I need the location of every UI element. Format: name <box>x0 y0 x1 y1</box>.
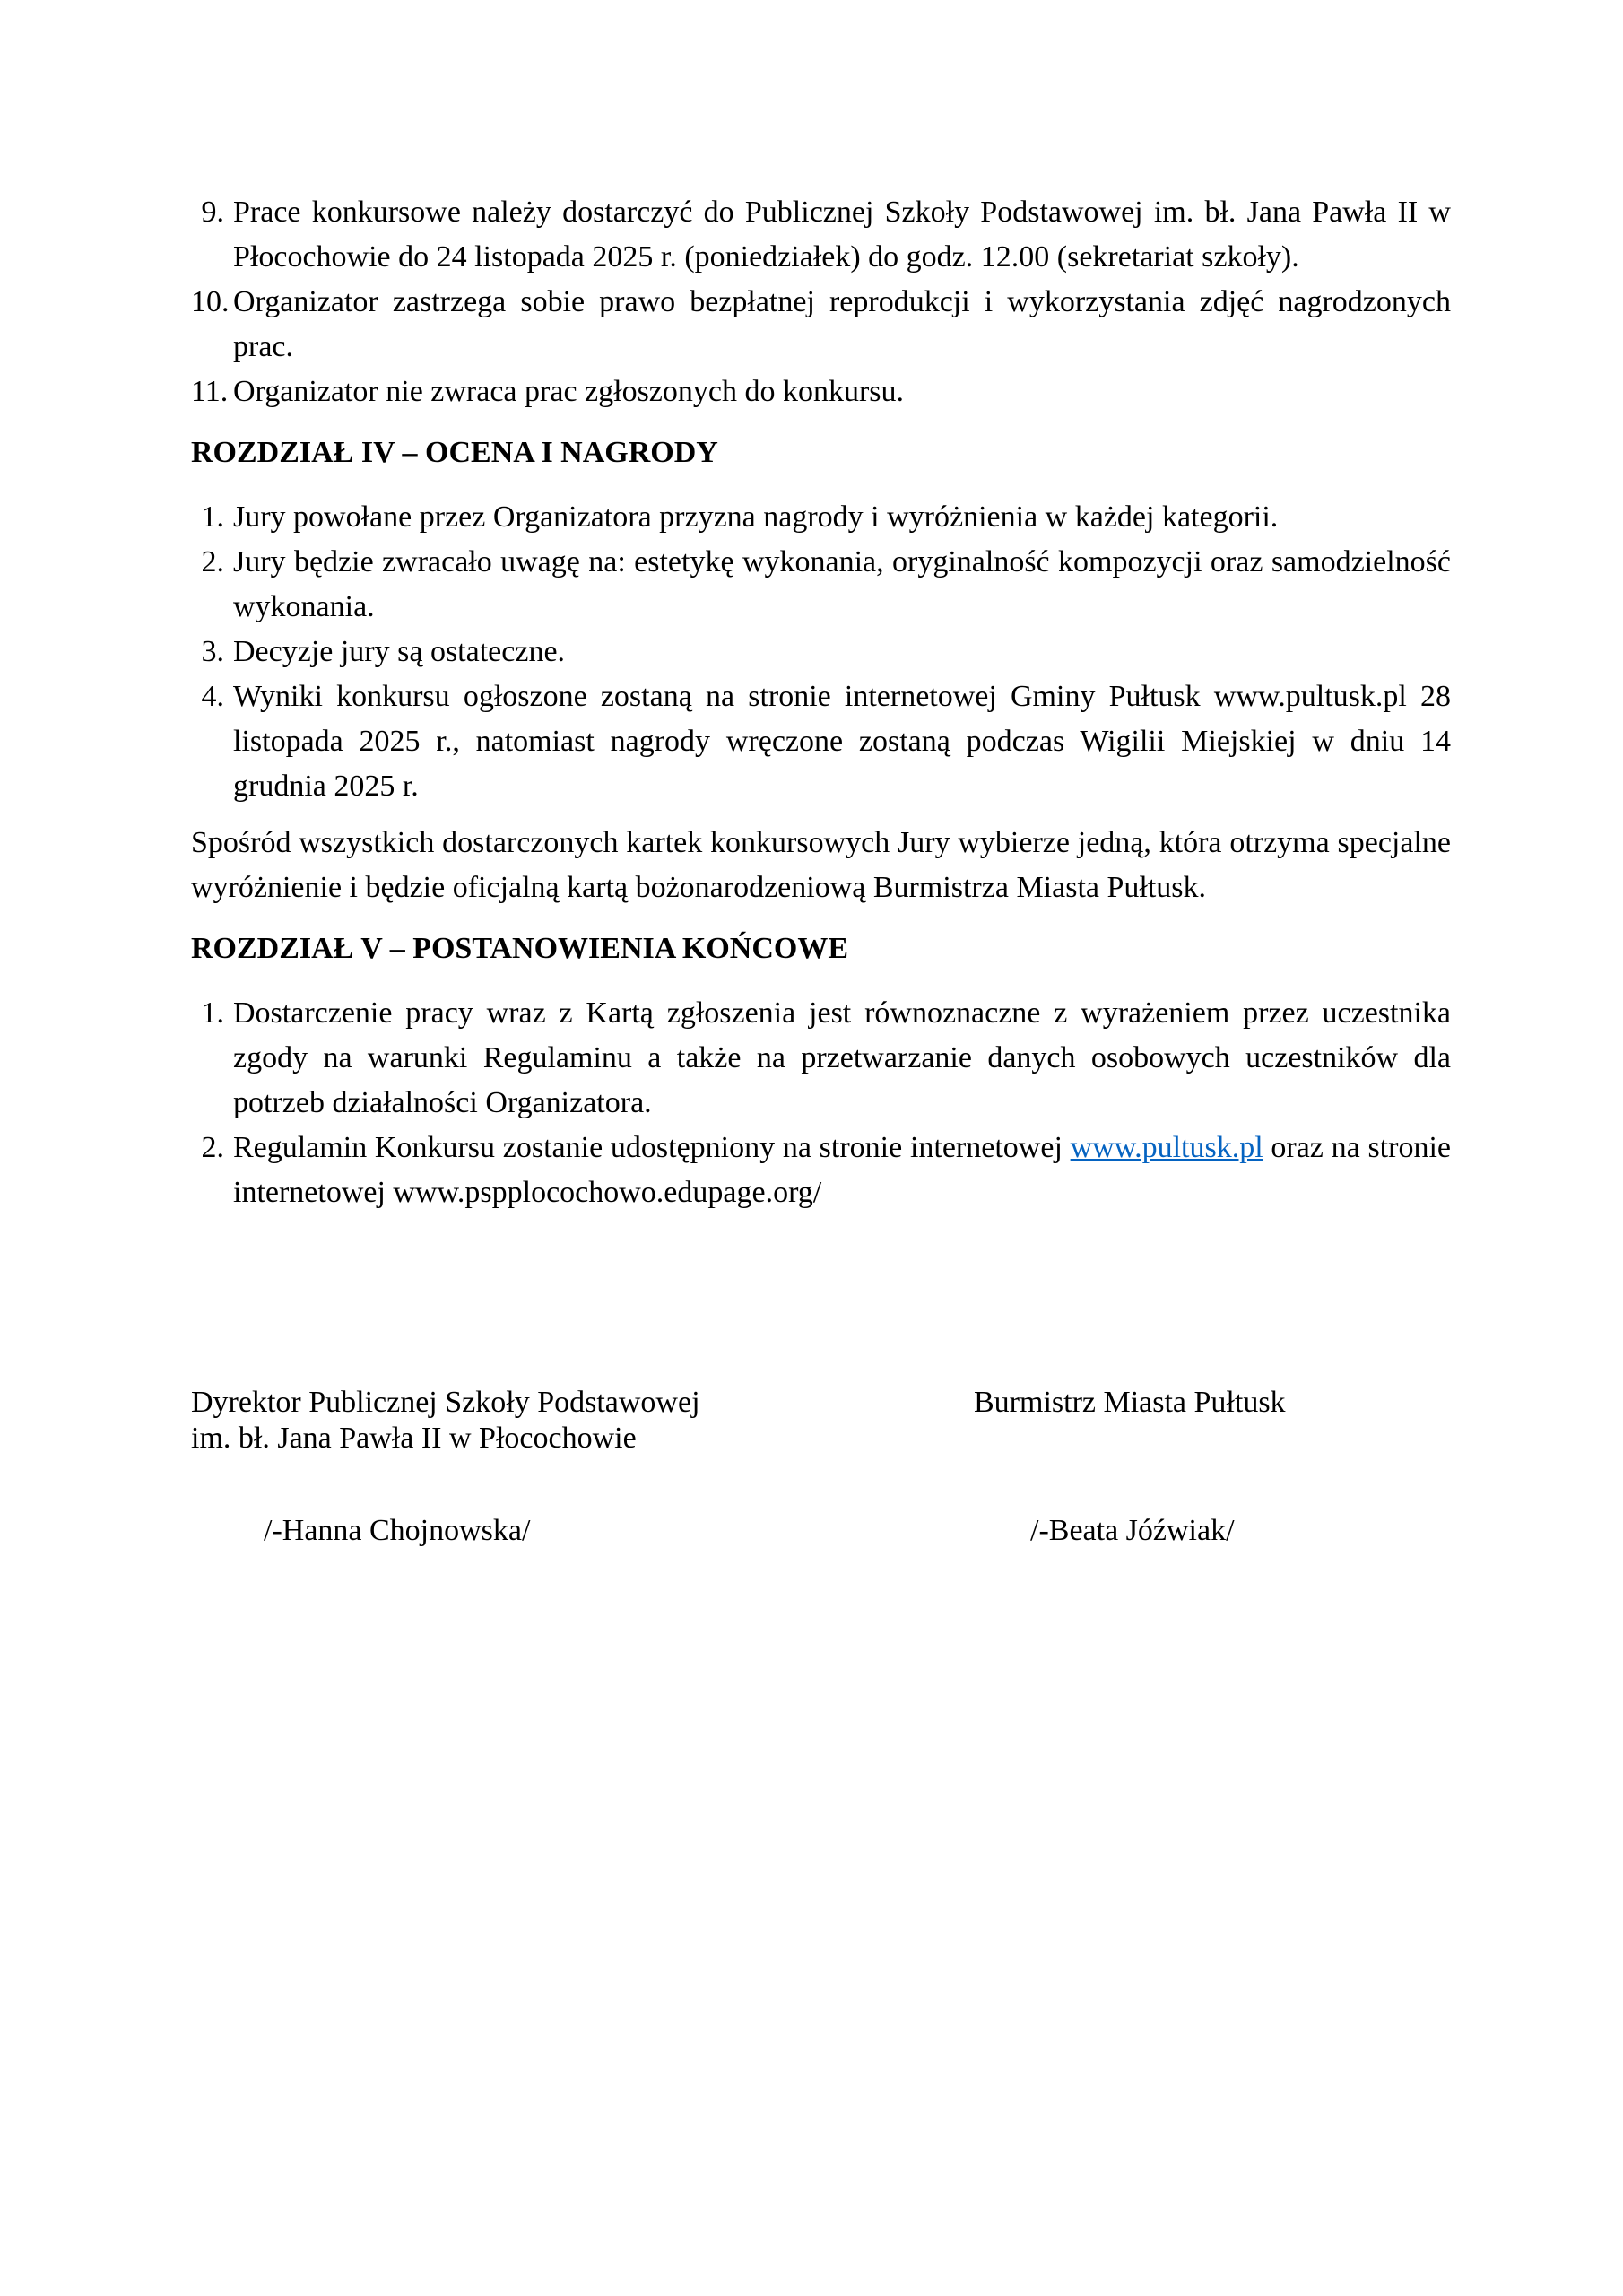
list-item <box>191 495 1451 540</box>
list-item-text: Prace konkursowe należy dostarczyć do Publicznej Szkoły Podstawowej im. bł. Jana Pawła II w Płocochowie do 24 listopada 2025 r. (poniedziałek) do godz. 12.00 (sekretariat szkoły). <box>233 196 1451 274</box>
chapter-iv-list <box>191 495 1451 809</box>
list-item-number: 10. <box>191 285 230 318</box>
list-item <box>191 674 1451 809</box>
list-item <box>191 190 1451 280</box>
list-item-text: Decyzje jury są ostateczne. <box>233 635 566 668</box>
list-item-text: Jury będzie zwracało uwagę na: estetykę wykonania, oryginalność kompozycji oraz samodzielność wykonania. <box>233 545 1451 623</box>
list-item <box>191 370 1451 414</box>
signature-right-title: Burmistrz Miasta Pułtusk <box>974 1386 1286 1419</box>
list-item <box>191 630 1451 674</box>
signature-block <box>191 1385 1451 1549</box>
list-item-number: 1. <box>201 500 224 534</box>
list-item-text: Wyniki konkursu ogłoszone zostaną na stronie internetowej Gminy Pułtusk www.pultusk.pl 28 listopada 2025 r., natomiast nagrody wręczone zostaną podczas Wigilii Miejskiej w dniu 14 grudnia 2025 r. <box>233 680 1451 803</box>
signature-names-row <box>191 1513 1451 1549</box>
list-item-number: 9. <box>201 196 224 229</box>
list-item-text <box>233 1126 1451 1215</box>
list-item <box>191 280 1451 370</box>
list-item-number: 4. <box>201 680 224 713</box>
chapter-v-heading: ROZDZIAŁ V – POSTANOWIENIA KOŃCOWE <box>191 932 849 965</box>
intro-list <box>191 190 1451 414</box>
list-item-text: Organizator nie zwraca prac zgłoszonych do konkursu. <box>233 375 905 408</box>
list-item-text: Organizator zastrzega sobie prawo bezpłatnej reprodukcji i wykorzystania zdjęć nagrodzonych prac. <box>233 285 1451 363</box>
list-item-number: 2. <box>201 1131 224 1164</box>
list-item-number: 3. <box>201 635 224 668</box>
list-item-text-before-link: Regulamin Konkursu zostanie udostępniony na stronie internetowej <box>233 1131 1071 1164</box>
signature-right-name: /-Beata Jóźwiak/ <box>1030 1514 1235 1547</box>
list-item <box>191 540 1451 630</box>
chapter-v-list <box>191 991 1451 1215</box>
list-item <box>191 991 1451 1126</box>
signature-left-title <box>191 1385 974 1457</box>
chapter-iv-heading: ROZDZIAŁ IV – OCENA I NAGRODY <box>191 436 718 469</box>
list-item-text-after-link: oraz na stronie internetowej www.pspplocochowo.edupage.org/ <box>233 1131 1451 1209</box>
list-item-number: 2. <box>201 545 224 578</box>
list-item-number: 11. <box>191 375 229 408</box>
list-item <box>191 1126 1451 1215</box>
signature-left-name: /-Hanna Chojnowska/ <box>264 1514 531 1547</box>
list-item-text: Jury powołane przez Organizatora przyzna nagrody i wyróżnienia w każdej kategorii. <box>233 500 1279 534</box>
list-item-text: Dostarczenie pracy wraz z Kartą zgłoszenia jest równoznaczne z wyrażeniem przez uczestnika zgody na warunki Regulaminu a także na przetwarzanie danych osobowych uczestników dla potrzeb działalności Organizatora. <box>233 996 1451 1119</box>
signature-titles-row <box>191 1385 1451 1457</box>
signature-left-title-line1: Dyrektor Publicznej Szkoły Podstawowej <box>191 1386 700 1419</box>
pultusk-link[interactable]: www.pultusk.pl <box>1070 1131 1263 1164</box>
list-item-number: 1. <box>201 996 224 1030</box>
signature-left-title-line2: im. bł. Jana Pawła II w Płocochowie <box>191 1422 637 1455</box>
special-award-paragraph: Spośród wszystkich dostarczonych kartek konkursowych Jury wybierze jedną, która otrzyma specjalne wyróżnienie i będzie oficjalną kartą bożonarodzeniową Burmistrza Miasta Pułtusk. <box>191 826 1451 904</box>
